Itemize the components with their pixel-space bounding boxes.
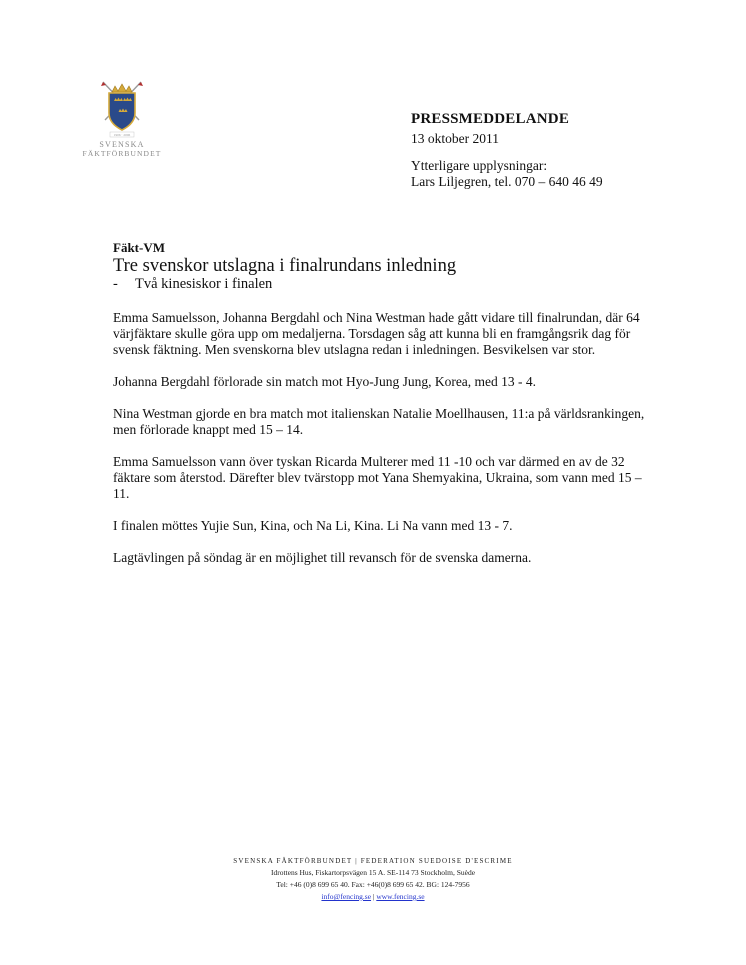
release-date: 13 oktober 2011 bbox=[411, 131, 499, 146]
release-header bbox=[411, 111, 711, 190]
footer-separator: | bbox=[372, 892, 375, 901]
federation-logo bbox=[82, 80, 162, 170]
document-type: PRESSMEDDELANDE bbox=[411, 111, 570, 127]
body-paragraph: Nina Westman gjorde en bra match mot italienskan Natalie Moellhausen, 11:a på världsrankingen, men förlorade knappt med 15 – 14. bbox=[113, 406, 645, 437]
contact-block bbox=[411, 158, 711, 190]
contact-person: Lars Liljegren, tel. 070 – 640 46 49 bbox=[411, 174, 603, 189]
article bbox=[113, 240, 653, 582]
body-paragraph: Emma Samuelsson vann över tyskan Ricarda Multerer med 11 -10 och var därmed en av de 32 fäktare som återstod. Därefter blev tvärstopp mot Yana Shemyakina, Ukraina, som vann med 15 – 11. bbox=[113, 454, 642, 501]
article-subheadline bbox=[113, 276, 653, 292]
article-body bbox=[113, 310, 653, 566]
svg-text:1906 · 2006: 1906 · 2006 bbox=[113, 133, 131, 137]
article-kicker: Fäkt-VM bbox=[113, 240, 165, 255]
subheadline-dash: - bbox=[113, 276, 118, 292]
body-paragraph: Emma Samuelsson, Johanna Bergdahl och Nina Westman hade gått vidare till finalrundan, där 64 värjfäktare skulle göra upp om medaljerna. Torsdagen såg att kunna bli en framgångsrik dag för svensk fäktning. Men svenskorna blev utslagna redan i inledningen. Besvikelsen var stor. bbox=[113, 310, 640, 357]
logo-org-line2: FÄKTFÖRBUNDET bbox=[82, 149, 162, 158]
email-link[interactable]: info@fencing.se bbox=[321, 892, 372, 901]
footer-address: Idrottens Hus, Fiskartorpsvägen 15 A. SE-114 73 Stockholm, Suède bbox=[270, 868, 476, 877]
footer-phone: Tel: +46 (0)8 699 65 40. Fax: +46(0)8 699 65 42. BG: 124-7956 bbox=[276, 880, 470, 889]
subheadline-text: Två kinesiskor i finalen bbox=[135, 276, 273, 292]
page-footer bbox=[0, 857, 746, 901]
website-link[interactable]: www.fencing.se bbox=[376, 892, 425, 901]
crest-icon bbox=[99, 80, 145, 138]
body-paragraph: I finalen möttes Yujie Sun, Kina, och Na Li, Kina. Li Na vann med 13 - 7. bbox=[113, 518, 513, 533]
article-headline: Tre svenskor utslagna i finalrundans inledning bbox=[113, 256, 457, 276]
logo-org-line1: SVENSKA bbox=[99, 140, 145, 149]
body-paragraph: Johanna Bergdahl förlorade sin match mot Hyo-Jung Jung, Korea, med 13 - 4. bbox=[113, 374, 537, 389]
footer-links bbox=[0, 892, 746, 901]
body-paragraph: Lagtävlingen på söndag är en möjlighet till revansch för de svenska damerna. bbox=[113, 550, 532, 565]
info-label: Ytterligare upplysningar: bbox=[411, 158, 548, 173]
footer-org-name: SVENSKA FÄKTFÖRBUNDET | FEDERATION SUEDOISE D'ESCRIME bbox=[233, 857, 513, 865]
